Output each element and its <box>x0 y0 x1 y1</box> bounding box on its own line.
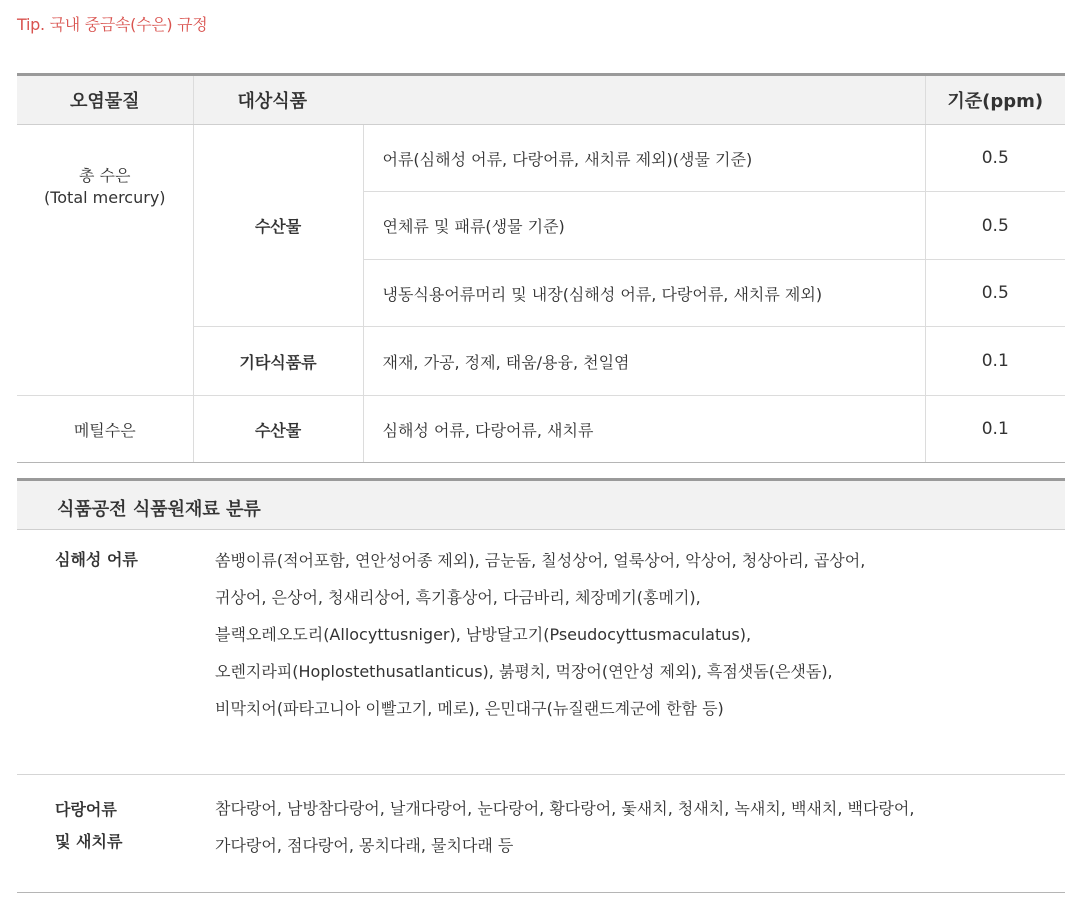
table-row <box>17 125 1065 192</box>
standard-value: 0.1 <box>925 327 1065 396</box>
species-line: 오렌지라피(Hoplostethusatlanticus), 붉평치, 먹장어(연안성 제외), 흑점샛돔(은샛돔), <box>215 662 833 681</box>
header-target-food: 대상식품 <box>193 75 925 125</box>
species-line: 블랙오레오도리(Allocyttusniger), 남방달고기(Pseudocyttusmaculatus), <box>215 625 752 644</box>
pollutant-total-mercury <box>17 125 193 396</box>
header-standard: 기준(ppm) <box>925 75 1065 125</box>
standard-value: 0.5 <box>925 192 1065 260</box>
food-description: 어류(심해성 어류, 다랑어류, 새치류 제외)(생물 기준) <box>363 125 925 192</box>
standard-value: 0.1 <box>925 396 1065 463</box>
classification-header <box>17 478 1065 530</box>
mercury-regulation-table <box>17 73 1065 463</box>
classification-species-list <box>215 542 1055 727</box>
category-other-foods: 기타식품류 <box>193 327 363 396</box>
classification-row-deep-sea <box>17 536 1065 775</box>
classification-label: 심해성 어류 <box>55 550 138 569</box>
species-line: 가다랑어, 점다랑어, 몽치다래, 물치다래 등 <box>215 836 514 855</box>
category-seafood: 수산물 <box>193 396 363 463</box>
species-line: 쏨뱅이류(적어포함, 연안성어종 제외), 금눈돔, 칠성상어, 얼룩상어, 악상어, 청상아리, 곱상어, <box>215 551 866 570</box>
food-description: 재재, 가공, 정제, 태움/용융, 천일염 <box>363 327 925 396</box>
table-row <box>17 396 1065 463</box>
pollutant-name-en: (Total mercury) <box>43 188 166 207</box>
category-seafood: 수산물 <box>193 125 363 327</box>
food-description: 냉동식용어류머리 및 내장(심해성 어류, 다랑어류, 새치류 제외) <box>363 260 925 327</box>
header-pollutant: 오염물질 <box>17 75 193 125</box>
species-line: 비막치어(파타고니아 이빨고기, 메로), 은민대구(뉴질랜드계군에 한함 등) <box>215 699 724 718</box>
species-line: 참다랑어, 남방참다랑어, 날개다랑어, 눈다랑어, 황다랑어, 돛새치, 청새치, 녹새치, 백새치, 백다랑어, <box>215 799 915 818</box>
classification-title: 식품공전 식품원재료 분류 <box>57 499 261 520</box>
classification-species-list <box>215 790 1055 864</box>
classification-label-line: 및 새치류 <box>55 832 123 851</box>
standard-value: 0.5 <box>925 260 1065 327</box>
pollutant-name-ko: 총 수은 <box>79 166 131 185</box>
standard-value: 0.5 <box>925 125 1065 192</box>
food-description: 심해성 어류, 다랑어류, 새치류 <box>363 396 925 463</box>
table-header-row <box>17 75 1065 125</box>
classification-label-line: 다랑어류 <box>55 800 117 819</box>
tip-title: Tip. 국내 중금속(수은) 규정 <box>17 15 208 34</box>
classification-row-tuna <box>17 776 1065 893</box>
food-description: 연체류 및 패류(생물 기준) <box>363 192 925 260</box>
classification-label <box>55 794 122 858</box>
species-line: 귀상어, 은상어, 청새리상어, 흑기흉상어, 다금바리, 체장메기(홍메기), <box>215 588 701 607</box>
pollutant-methyl-mercury: 메틸수은 <box>17 396 193 463</box>
